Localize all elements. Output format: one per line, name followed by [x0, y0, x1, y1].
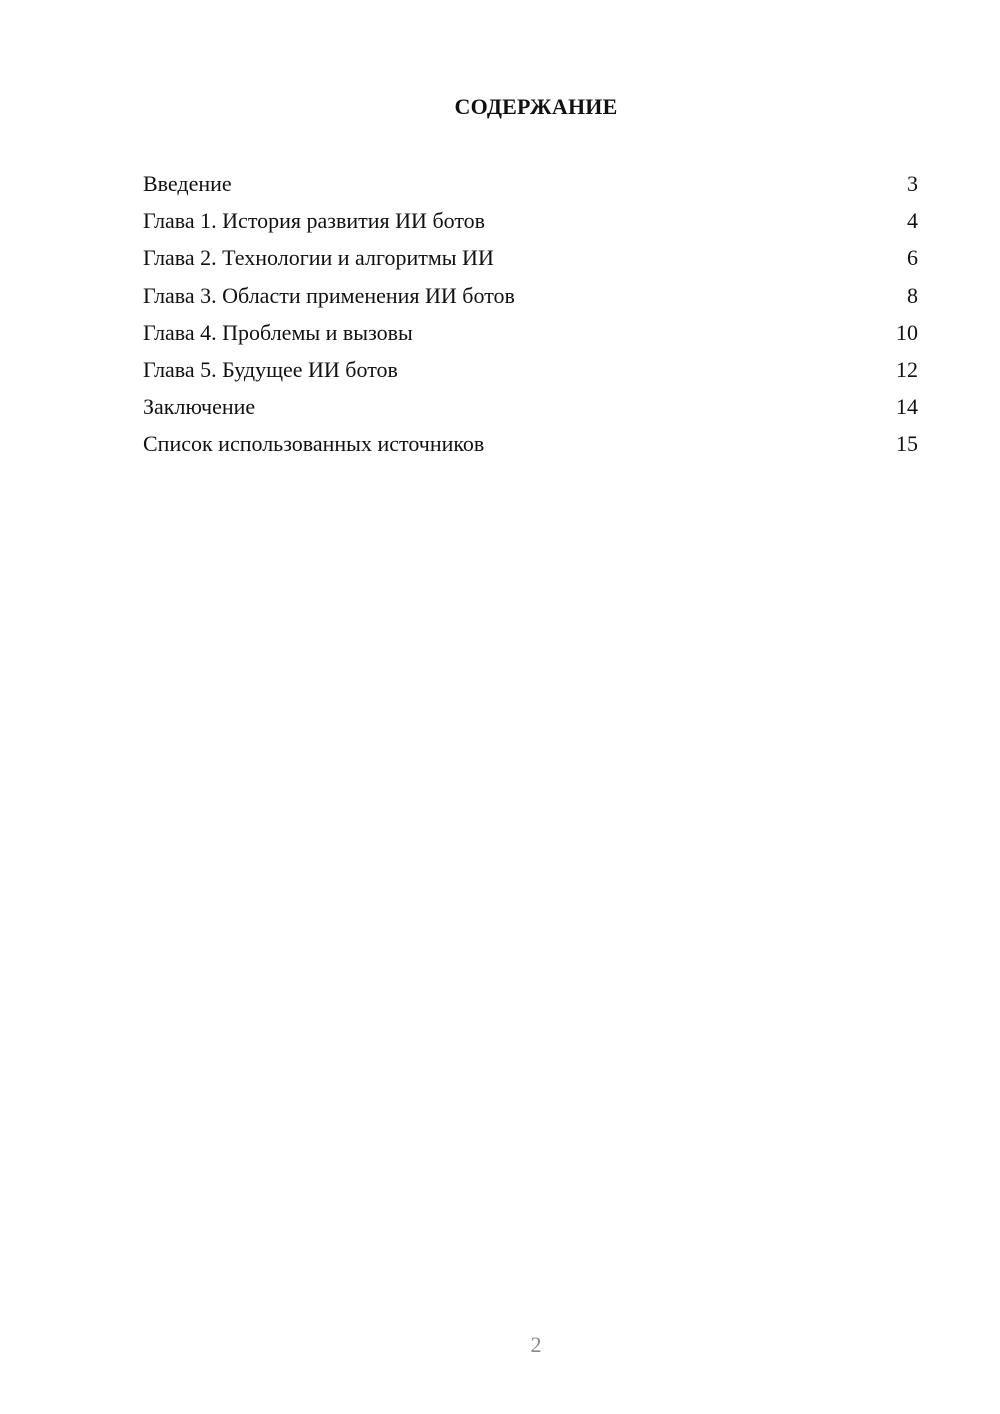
toc-entry-label: Введение	[143, 171, 232, 196]
toc-entry-label: Глава 2. Технологии и алгоритмы ИИ	[143, 245, 494, 271]
toc-entry-label: Глава 1. История развития ИИ ботов	[143, 208, 486, 234]
toc-entry-page: 6	[907, 245, 918, 271]
toc-entry-chapter-5	[143, 354, 918, 391]
toc-entry-references	[143, 428, 918, 465]
toc-entry-page: 4	[907, 208, 918, 234]
toc-title: СОДЕРЖАНИЕ	[454, 94, 618, 119]
toc-entry-page: 15	[896, 431, 918, 457]
toc-entry-chapter-3	[143, 280, 918, 317]
toc-entry-page: 14	[896, 394, 918, 420]
toc-entry-label: Заключение	[143, 394, 256, 420]
toc-entry-page: 12	[896, 356, 918, 382]
toc-entry-chapter-2	[143, 242, 918, 279]
toc-entry-conclusion	[143, 391, 918, 428]
page-number: 2	[530, 1332, 542, 1357]
toc-entry-chapter-4	[143, 317, 918, 354]
toc-entry-label: Глава 4. Проблемы и вызовы	[143, 319, 413, 345]
toc-entry-label: Глава 5. Будущее ИИ ботов	[143, 356, 398, 382]
toc-entry-introduction	[143, 168, 918, 205]
toc-entry-page: 8	[907, 282, 918, 308]
toc-entry-chapter-1	[143, 205, 918, 242]
toc-entry-label: Глава 3. Области применения ИИ ботов	[143, 282, 515, 308]
table-of-contents	[143, 168, 918, 466]
toc-entry-page: 3	[907, 171, 918, 196]
toc-entry-label: Список использованных источников	[143, 431, 485, 457]
toc-entry-page: 10	[896, 319, 918, 345]
